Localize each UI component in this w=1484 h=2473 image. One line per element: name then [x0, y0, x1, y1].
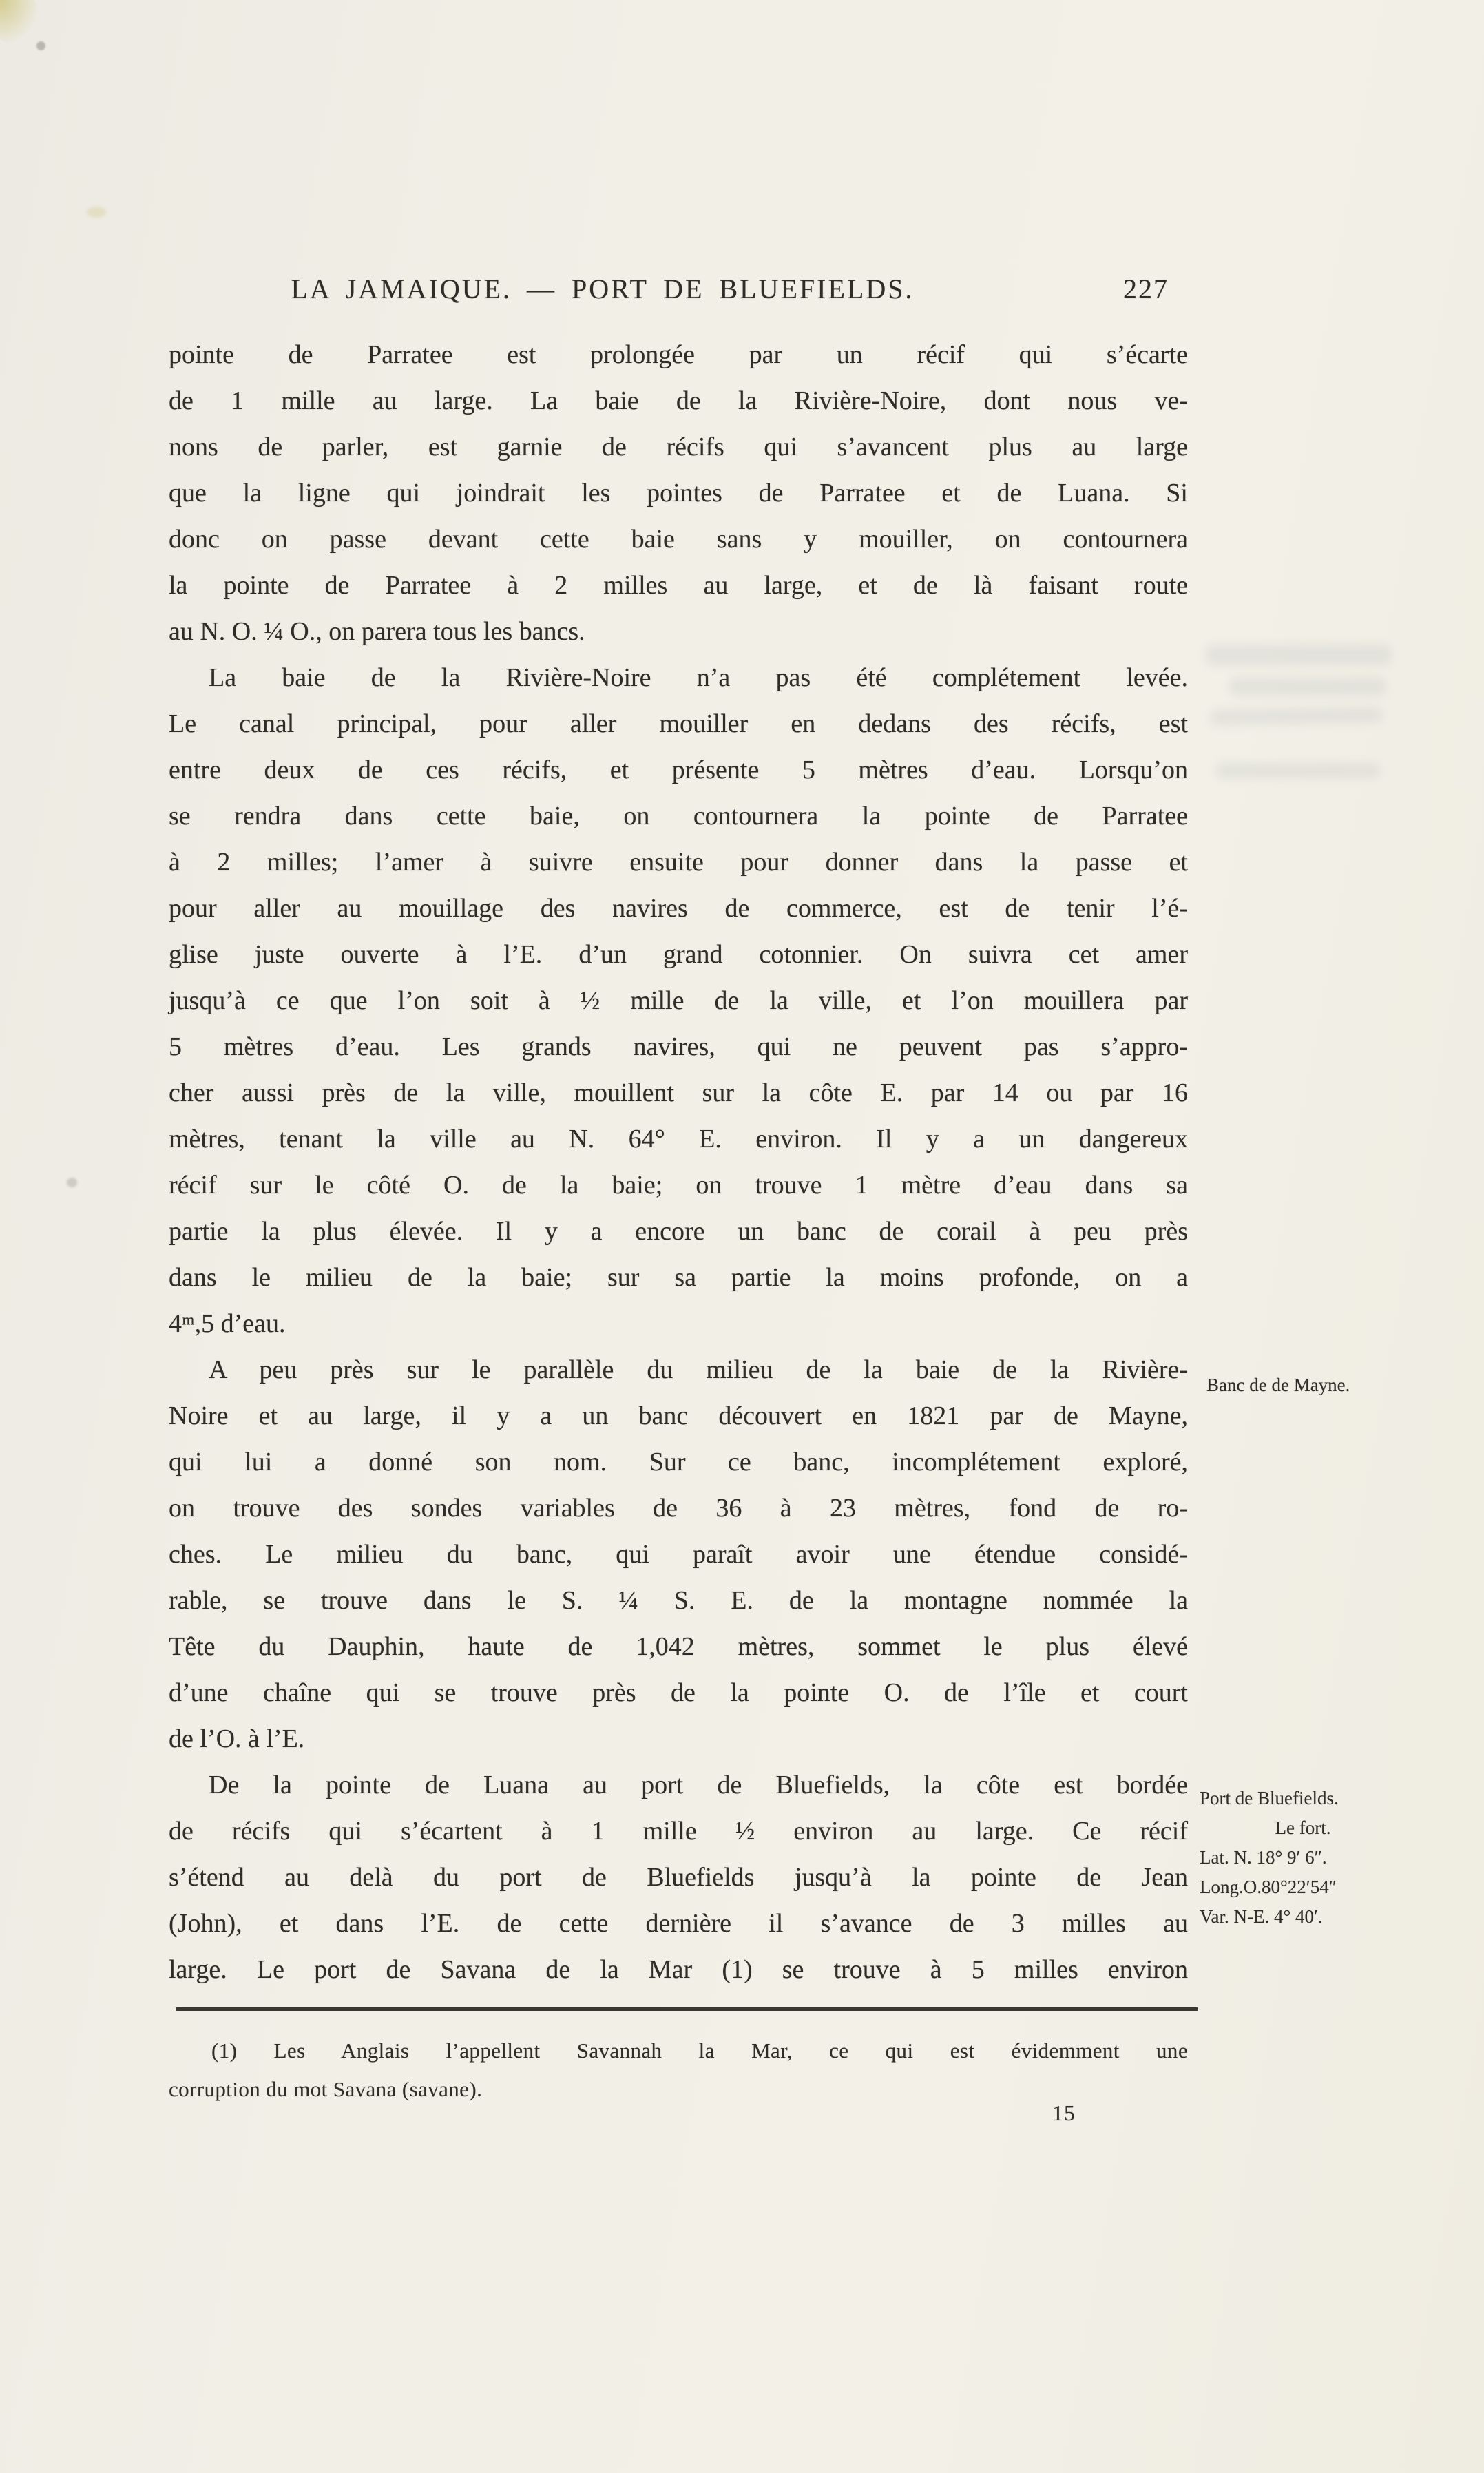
ink-speck-artifact	[67, 1178, 77, 1187]
body-line: partie la plus élevée. Il y a encore un banc de corail à peu près	[169, 1217, 1188, 1246]
footnote-rule	[176, 2007, 1198, 2011]
show-through-artifact	[1230, 678, 1386, 696]
signature-mark: 15	[1052, 2100, 1076, 2125]
body-line: récif sur le côté O. de la baie; on trouve 1 mètre d’eau dans sa	[169, 1171, 1188, 1200]
body-line: d’une chaîne qui se trouve près de la pointe O. de l’île et court	[169, 1678, 1188, 1707]
show-through-artifact	[1216, 763, 1380, 778]
footnote-line: corruption du mot Savana (savane).	[169, 2077, 483, 2101]
footnote	[169, 2032, 1188, 2109]
body-line: dans le milieu de la baie; sur sa partie la moins profonde, on a	[169, 1263, 1188, 1292]
body-line: donc on passe devant cette baie sans y mouiller, on contournera	[169, 525, 1188, 554]
body-line: 4ᵐ,5 d’eau.	[169, 1309, 286, 1338]
body-text	[169, 332, 1188, 1993]
paper-stain-artifact	[87, 207, 106, 218]
body-line: la pointe de Parratee à 2 milles au large, et de là faisant route	[169, 571, 1188, 600]
corner-smudge-artifact	[0, 0, 40, 45]
body-line: ches. Le milieu du banc, qui paraît avoir une étendue considé-	[169, 1540, 1188, 1569]
body-line: 5 mètres d’eau. Les grands navires, qui ne peuvent pas s’appro-	[169, 1032, 1188, 1061]
show-through-artifact	[1206, 645, 1391, 665]
body-line: cher aussi près de la ville, mouillent sur la côte E. par 14 ou par 16	[169, 1078, 1188, 1107]
ink-speck-artifact	[36, 41, 45, 50]
body-line: mètres, tenant la ville au N. 64° E. environ. Il y a un dangereux	[169, 1125, 1188, 1154]
body-line: entre deux de ces récifs, et présente 5 mètres d’eau. Lorsqu’on	[169, 755, 1188, 784]
body-line: au N. O. ¼ O., on parera tous les bancs.	[169, 617, 585, 646]
body-line: large. Le port de Savana de la Mar (1) se trouve à 5 milles environ	[169, 1955, 1188, 1984]
body-line: que la ligne qui joindrait les pointes de Parratee et de Luana. Si	[169, 479, 1188, 508]
body-line: Noire et au large, il y a un banc découvert en 1821 par de Mayne,	[169, 1401, 1188, 1430]
margin-note-port-de-bluefields	[1200, 1784, 1454, 1932]
page-number: 227	[1123, 273, 1169, 304]
footnote-line: (1) Les Anglais l’appellent Savannah la Mar, ce qui est évidemment une	[211, 2038, 1188, 2063]
body-line: qui lui a donné son nom. Sur ce banc, incomplétement exploré,	[169, 1448, 1188, 1477]
body-line: on trouve des sondes variables de 36 à 23 mètres, fond de ro-	[169, 1494, 1188, 1523]
body-line: Tête du Dauphin, haute de 1,042 mètres, sommet le plus élevé	[169, 1632, 1188, 1661]
page-title: LA JAMAIQUE. — PORT DE BLUEFIELDS.	[291, 273, 915, 304]
margin-note-text: Banc de de Mayne.	[1206, 1375, 1350, 1395]
body-line: de l’O. à l’E.	[169, 1724, 305, 1753]
body-line: De la pointe de Luana au port de Bluefields, la côte est bordée	[209, 1771, 1188, 1799]
show-through-artifact	[1211, 707, 1383, 726]
margin-note-longitude: Long.O.80°22′54″	[1200, 1877, 1337, 1897]
body-line: s’étend au delà du port de Bluefields jusqu’à la pointe de Jean	[169, 1863, 1188, 1892]
margin-note-fort: Le fort.	[1275, 1817, 1331, 1838]
body-line: glise juste ouverte à l’E. d’un grand cotonnier. On suivra cet amer	[169, 940, 1188, 969]
body-line: se rendra dans cette baie, on contournera la pointe de Parratee	[169, 802, 1188, 831]
margin-note-variation: Var. N-E. 4° 40′.	[1200, 1906, 1323, 1927]
body-line: La baie de la Rivière-Noire n’a pas été complétement levée.	[209, 663, 1188, 692]
body-line: à 2 milles; l’amer à suivre ensuite pour donner dans la passe et	[169, 848, 1188, 877]
body-line: Le canal principal, pour aller mouiller en dedans des récifs, est	[169, 709, 1188, 738]
margin-note-latitude: Lat. N. 18° 9′ 6″.	[1200, 1847, 1327, 1868]
body-line: (John), et dans l’E. de cette dernière il s’avance de 3 milles au	[169, 1909, 1188, 1938]
body-line: de 1 mille au large. La baie de la Rivière-Noire, dont nous ve-	[169, 386, 1188, 415]
body-line: A peu près sur le parallèle du milieu de la baie de la Rivière-	[209, 1355, 1188, 1384]
body-line: jusqu’à ce que l’on soit à ½ mille de la ville, et l’on mouillera par	[169, 986, 1188, 1015]
body-line: pour aller au mouillage des navires de commerce, est de tenir l’é-	[169, 894, 1188, 923]
body-line: rable, se trouve dans le S. ¼ S. E. de la montagne nommée la	[169, 1586, 1188, 1615]
body-line: de récifs qui s’écartent à 1 mille ½ environ au large. Ce récif	[169, 1817, 1188, 1846]
running-head	[169, 270, 1188, 309]
body-line: nons de parler, est garnie de récifs qui s’avancent plus au large	[169, 432, 1188, 461]
margin-note-title: Port de Bluefields.	[1200, 1788, 1339, 1808]
margin-note-banc-de-mayne	[1206, 1370, 1454, 1400]
body-line: pointe de Parratee est prolongée par un récif qui s’écarte	[169, 340, 1188, 369]
